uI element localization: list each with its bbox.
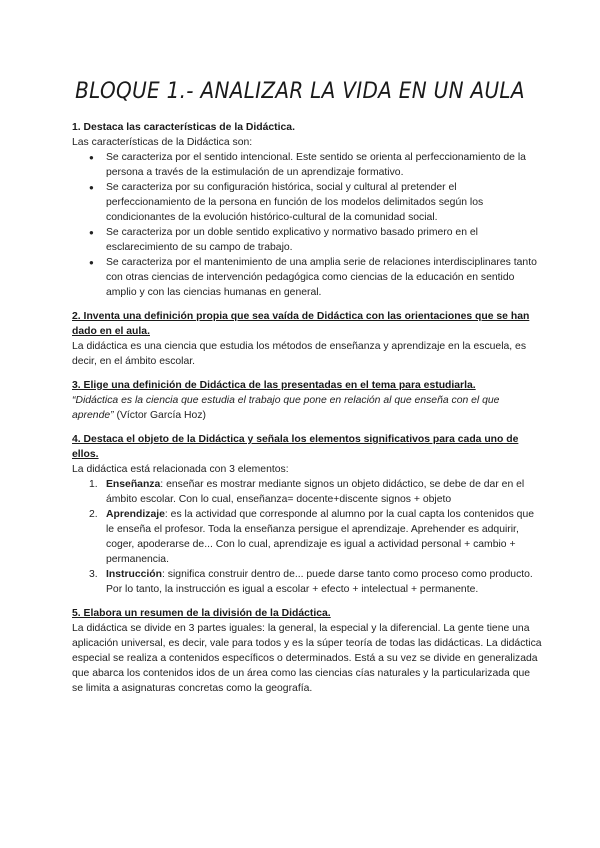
elements-list: [72, 477, 542, 597]
quote-author: (Víctor García Hoz): [113, 410, 206, 421]
section-1: [72, 120, 542, 300]
item-text: : enseñar es mostrar mediante signos un objeto didáctico, se debe de dar en el ámbito escolar. Con lo cual, enseñanza= docente+discente signos + objeto: [106, 479, 525, 505]
item-term: Aprendizaje: [106, 509, 165, 520]
section-4-heading: 4. Destaca el objeto de la Didáctica y señala los elementos significativos para cada uno de ellos.: [72, 434, 519, 460]
section-5: [72, 606, 542, 696]
characteristics-list: [72, 150, 542, 300]
item-number: 2.: [89, 509, 98, 520]
document-body: [72, 120, 542, 696]
section-3-quote-paragraph: [72, 393, 542, 423]
item-number: 3.: [89, 569, 98, 580]
section-1-heading: 1. Destaca las características de la Didáctica.: [72, 122, 295, 133]
list-item: [72, 567, 542, 597]
section-5-heading: 5. Elabora un resumen de la división de la Didáctica.: [72, 608, 331, 619]
list-item: [72, 477, 542, 507]
list-item: ● Se caracteriza por el mantenimiento de una amplia serie de relaciones interdisciplinares tanto con otras ciencias de intervención pedagógica como ciencias de la educación en sentido amplio y con las ciencias humanas en general.: [72, 255, 542, 300]
list-item: ● Se caracteriza por su configuración histórica, social y cultural al pretender el perfeccionamiento de la persona en función de los modelos delimitados según los condicionantes de la evolución histórico-cultural de la comunidad social.: [72, 180, 542, 225]
item-text: : es la actividad que corresponde al alumno por la cual capta los contenidos que le enseña el profesor. Toda la enseñanza persigue el aprendizaje. Aprehender es adquirir, coger, apoderarse de... Con lo cual, aprendizaje es igual a actividad personal + cambio + permanencia.: [106, 509, 535, 565]
item-number: 1.: [89, 479, 98, 490]
page-title: BLOQUE 1.- ANALIZAR LA VIDA EN UN AULA: [75, 76, 525, 104]
section-3-heading: 3. Elige una definición de Didáctica de las presentadas en el tema para estudiarla.: [72, 380, 476, 391]
section-3: [72, 378, 542, 423]
list-item: [72, 507, 542, 567]
list-item: ● Se caracteriza por el sentido intencional. Este sentido se orienta al perfeccionamiento de la persona a través de la estimulación de un aprendizaje formativo.: [72, 150, 542, 180]
section-2-text: La didáctica es una ciencia que estudia los métodos de enseñanza y aprendizaje en la escuela, es decir, en el ámbito escolar.: [72, 341, 527, 367]
item-text: : significa construir dentro de... puede darse tanto como proceso como producto. Por lo tanto, la instrucción es igual a escolar + efecto + intelectual + permanente.: [106, 569, 533, 595]
definition-quote: “Didáctica es la ciencia que estudia el trabajo que pone en relación al que enseña con el que aprende”: [72, 395, 500, 421]
item-term: Enseñanza: [106, 479, 161, 490]
section-4: [72, 432, 542, 597]
list-item: ● Se caracteriza por un doble sentido explicativo y normativo basado primero en el esclarecimiento de su campo de trabajo.: [72, 225, 542, 255]
item-term: Instrucción: [106, 569, 163, 580]
section-2: [72, 309, 542, 369]
section-1-intro: Las características de la Didáctica son:: [72, 137, 253, 148]
section-5-text: La didáctica se divide en 3 partes iguales: la general, la especial y la diferencial. La gente tiene una aplicación universal, es decir, vale para todos y es la súper teoría de todas las didácticas. La didáctica especial se realiza a contenidos específicos o determinados. Está a su vez se divide en generalizada que abarca los contenidos idos de un área como las ciencias cías naturales y la particularizada que se limita a asignaturas concretas como la geografía.: [72, 623, 542, 694]
section-2-heading: 2. Inventa una definición propia que sea vaída de Didáctica con las orientaciones que se han dado en el aula.: [72, 311, 530, 337]
section-4-intro: La didáctica está relacionada con 3 elementos:: [72, 464, 289, 475]
